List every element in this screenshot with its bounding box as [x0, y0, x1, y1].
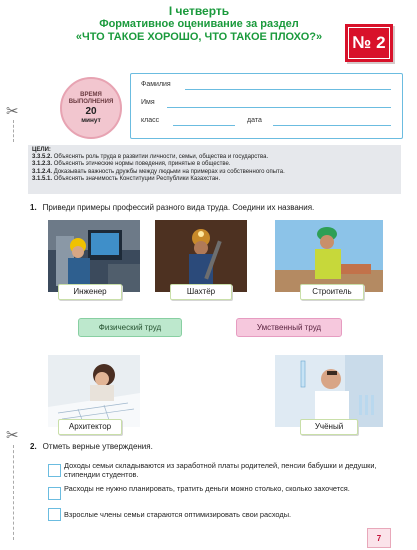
- builder-photo: [275, 220, 383, 292]
- statement-2-checkbox[interactable]: [48, 487, 61, 500]
- architect-photo: [48, 355, 140, 427]
- statement-2-text: Расходы не нужно планировать, тратить деньги можно столько, сколько захочется.: [64, 484, 350, 493]
- class-field[interactable]: [173, 125, 235, 126]
- goal-item: 3.1.5.1. Объяснять значимость Конституции Республики Казахстан.: [32, 175, 221, 182]
- section-title: «ЧТО ТАКОЕ ХОРОШО, ЧТО ТАКОЕ ПЛОХО?»: [75, 31, 323, 43]
- time-label-2: ВЫПОЛНЕНИЯ: [68, 98, 114, 105]
- name-field[interactable]: [167, 107, 391, 108]
- statement-1-checkbox[interactable]: [48, 464, 61, 477]
- date-label: дата: [247, 117, 262, 124]
- profession-label-scientist[interactable]: Учёный: [300, 419, 358, 435]
- goals-heading: ЦЕЛИ:: [32, 147, 51, 153]
- profession-label-miner[interactable]: Шахтёр: [170, 284, 232, 300]
- task-2-prompt: 2. Отметь верные утверждения.: [30, 442, 153, 451]
- goal-item: 3.1.2.3. Объяснять этические нормы поведения, принятые в обществе.: [32, 161, 231, 168]
- time-label: ВРЕМЯ: [80, 91, 102, 98]
- time-unit: минут: [81, 116, 101, 124]
- time-value: 20: [85, 105, 97, 117]
- statement-1-text: Доходы семьи складываются из заработной платы родителей, пенсии бабушки и дедушки, стипендии студентов.: [64, 461, 377, 479]
- scientist-photo: [275, 355, 383, 427]
- time-limit-badge: [60, 77, 122, 139]
- date-field[interactable]: [273, 125, 391, 126]
- statement-3-checkbox[interactable]: [48, 508, 61, 521]
- worksheet-number-badge: № 2: [345, 24, 393, 62]
- task-1-prompt: 1. Приведи примеры профессий разного вида труда. Соедини их названия.: [30, 203, 315, 212]
- category-mental-labor[interactable]: Умственный труд: [236, 318, 342, 337]
- surname-field[interactable]: [185, 89, 391, 90]
- quarter-label: I четверть: [168, 4, 230, 18]
- category-physical-labor[interactable]: Физический труд: [78, 318, 182, 337]
- profession-label-architect[interactable]: Архитектор: [58, 419, 122, 435]
- cut-line-bottom: [13, 445, 14, 540]
- scissors-icon: ✂: [6, 103, 19, 120]
- assessment-subtitle: Формативное оценивание за раздел: [99, 18, 299, 30]
- surname-label: Фамилия: [141, 81, 171, 88]
- engineer-photo: [48, 220, 140, 292]
- profession-label-builder[interactable]: Строитель: [300, 284, 364, 300]
- statement-3-text: Взрослые члены семьи стараются оптимизировать свои расходы.: [64, 510, 292, 519]
- profession-label-engineer[interactable]: Инженер: [58, 284, 122, 300]
- name-label: Имя: [141, 99, 155, 106]
- scissors-icon: ✂: [6, 427, 19, 444]
- header-title-block: [56, 4, 342, 44]
- page-number: 7: [367, 528, 391, 548]
- learning-goals-panel: [28, 145, 401, 194]
- miner-photo: [155, 220, 247, 292]
- cut-line-top: [13, 120, 14, 142]
- goal-item: 3.1.2.4. Доказывать важность дружбы между людьми на примерах из собственного опыта.: [32, 168, 285, 175]
- student-info-form: [130, 73, 403, 139]
- class-label: класс: [141, 117, 160, 124]
- goal-item: 3.3.5.2. Объяснять роль труда в развитии личности, семьи, общества и государства.: [32, 154, 269, 161]
